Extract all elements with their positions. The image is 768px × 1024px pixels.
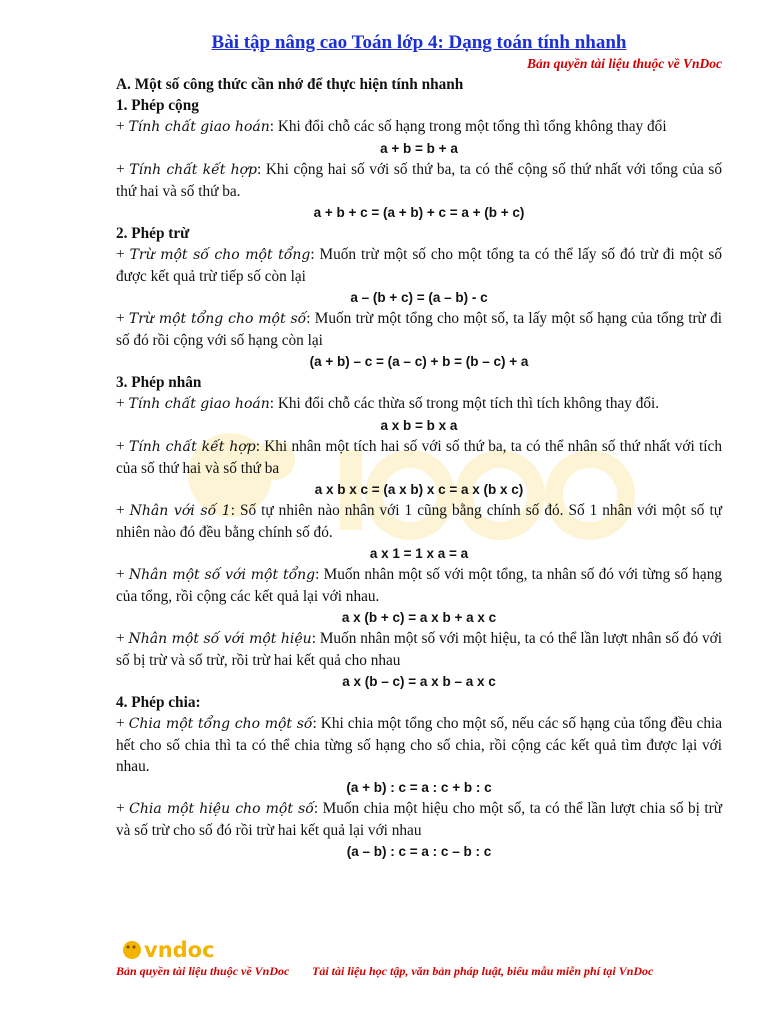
formula-mul-1: a x b = b x a — [380, 418, 458, 433]
division-rule-2: + Chia một hiệu cho một số: Muốn chia một hiệu cho một số, ta có thể lần lượt chia số bị trừ và số trừ cho số đó rồi trừ hai kết quả lại với nhau — [116, 800, 723, 839]
subtraction-heading: 2. Phép trừ — [116, 225, 190, 242]
header-copyright: Bản quyền tài liệu thuộc về VnDoc — [526, 56, 722, 71]
footer-copyright: Bản quyền tài liệu thuộc về VnDoc — [116, 964, 290, 978]
logo-text: vndoc — [144, 938, 215, 962]
multiplication-rule-4: + Nhân một số với một tổng: Muốn nhân một số với một tổng, ta nhân số đó với từng số hạng của tổng, rồi cộng các kết quả lại với nhau. — [116, 566, 723, 605]
multiplication-rule-3: + Nhân với số 1: Số tự nhiên nào nhân với 1 cũng bằng chính số đó. Số 1 nhân với một số tự nhiên nào đó đều bằng chính số đó. — [116, 502, 723, 541]
formula-mul-2: a x b x c = (a x b) x c = a x (b x c) — [314, 482, 524, 497]
division-heading: 4. Phép chia: — [116, 694, 201, 711]
formula-sub-1: a – (b + c) = (a – b) - c — [350, 290, 488, 305]
addition-associative: + Tính chất kết hợp: Khi cộng hai số với số thứ ba, ta có thể cộng số thứ nhất với tổng của số thứ hai và số thứ ba. — [116, 161, 722, 200]
multiplication-rule-5: + Nhân một số với một hiệu: Muốn nhân một số với một hiệu, ta có thể lần lượt nhân số đó với số bị trừ và số trừ, rồi trừ hai kết quả cho nhau — [116, 630, 723, 669]
subtraction-rule-2: + Trừ một tổng cho một số: Muốn trừ một tổng cho một số, ta lấy một số hạng của tổng trừ đi số đó rồi cộng với số hạng còn lại — [116, 310, 722, 349]
addition-heading: 1. Phép cộng — [116, 97, 199, 114]
formula-add-commutative: a + b = b + a — [380, 141, 458, 156]
formula-mul-3: a x 1 = 1 x a = a — [369, 546, 469, 561]
footer-download-note: Tải tài liệu học tập, văn bản pháp luật, biểu mẫu miễn phí tại VnDoc — [312, 964, 654, 978]
addition-commutative: + Tính chất giao hoán: Khi đổi chỗ các số hạng trong một tổng thì tổng không thay đổi — [116, 118, 667, 135]
formula-div-2: (a – b) : c = a : c – b : c — [346, 844, 492, 859]
multiplication-heading: 3. Phép nhân — [116, 374, 202, 391]
footer — [116, 964, 722, 979]
multiplication-rule-1: + Tính chất giao hoán: Khi đổi chỗ các thừa số trong một tích thì tích không thay đổi. — [116, 395, 660, 412]
vndoc-logo — [120, 936, 230, 964]
formula-div-1: (a + b) : c = a : c + b : c — [346, 780, 492, 795]
formula-mul-4: a x (b + c) = a x b + a x c — [341, 610, 497, 625]
multiplication-rule-2: + Tính chất kết hợp: Khi nhân một tích hai số với số thứ ba, ta có thể nhân số thứ nhất với tích của số thứ hai và số thứ ba — [116, 438, 722, 477]
formula-add-associative: a + b + c = (a + b) + c = a + (b + c) — [313, 205, 525, 220]
formula-sub-2: (a + b) – c = (a – c) + b = (b – c) + a — [309, 354, 529, 369]
division-rule-1: + Chia một tổng cho một số: Khi chia một tổng cho một số, nếu các số hạng của tổng đều chia hết cho số chia thì ta có thể chia từng số hạng cho số chia, rồi cộng các kết quả tìm được lại với nhau. — [116, 715, 723, 775]
page-title: Bài tập nâng cao Toán lớp 4: Dạng toán tính nhanh — [211, 32, 627, 53]
formula-mul-5: a x (b – c) = a x b – a x c — [342, 674, 496, 689]
subtraction-rule-1: + Trừ một số cho một tổng: Muốn trừ một số cho một tổng ta có thể lấy số đó trừ đi một số được kết quả trừ tiếp số còn lại — [116, 246, 722, 285]
section-a-heading: A. Một số công thức cần nhớ để thực hiện tính nhanh — [116, 76, 464, 93]
document-body — [116, 30, 722, 862]
